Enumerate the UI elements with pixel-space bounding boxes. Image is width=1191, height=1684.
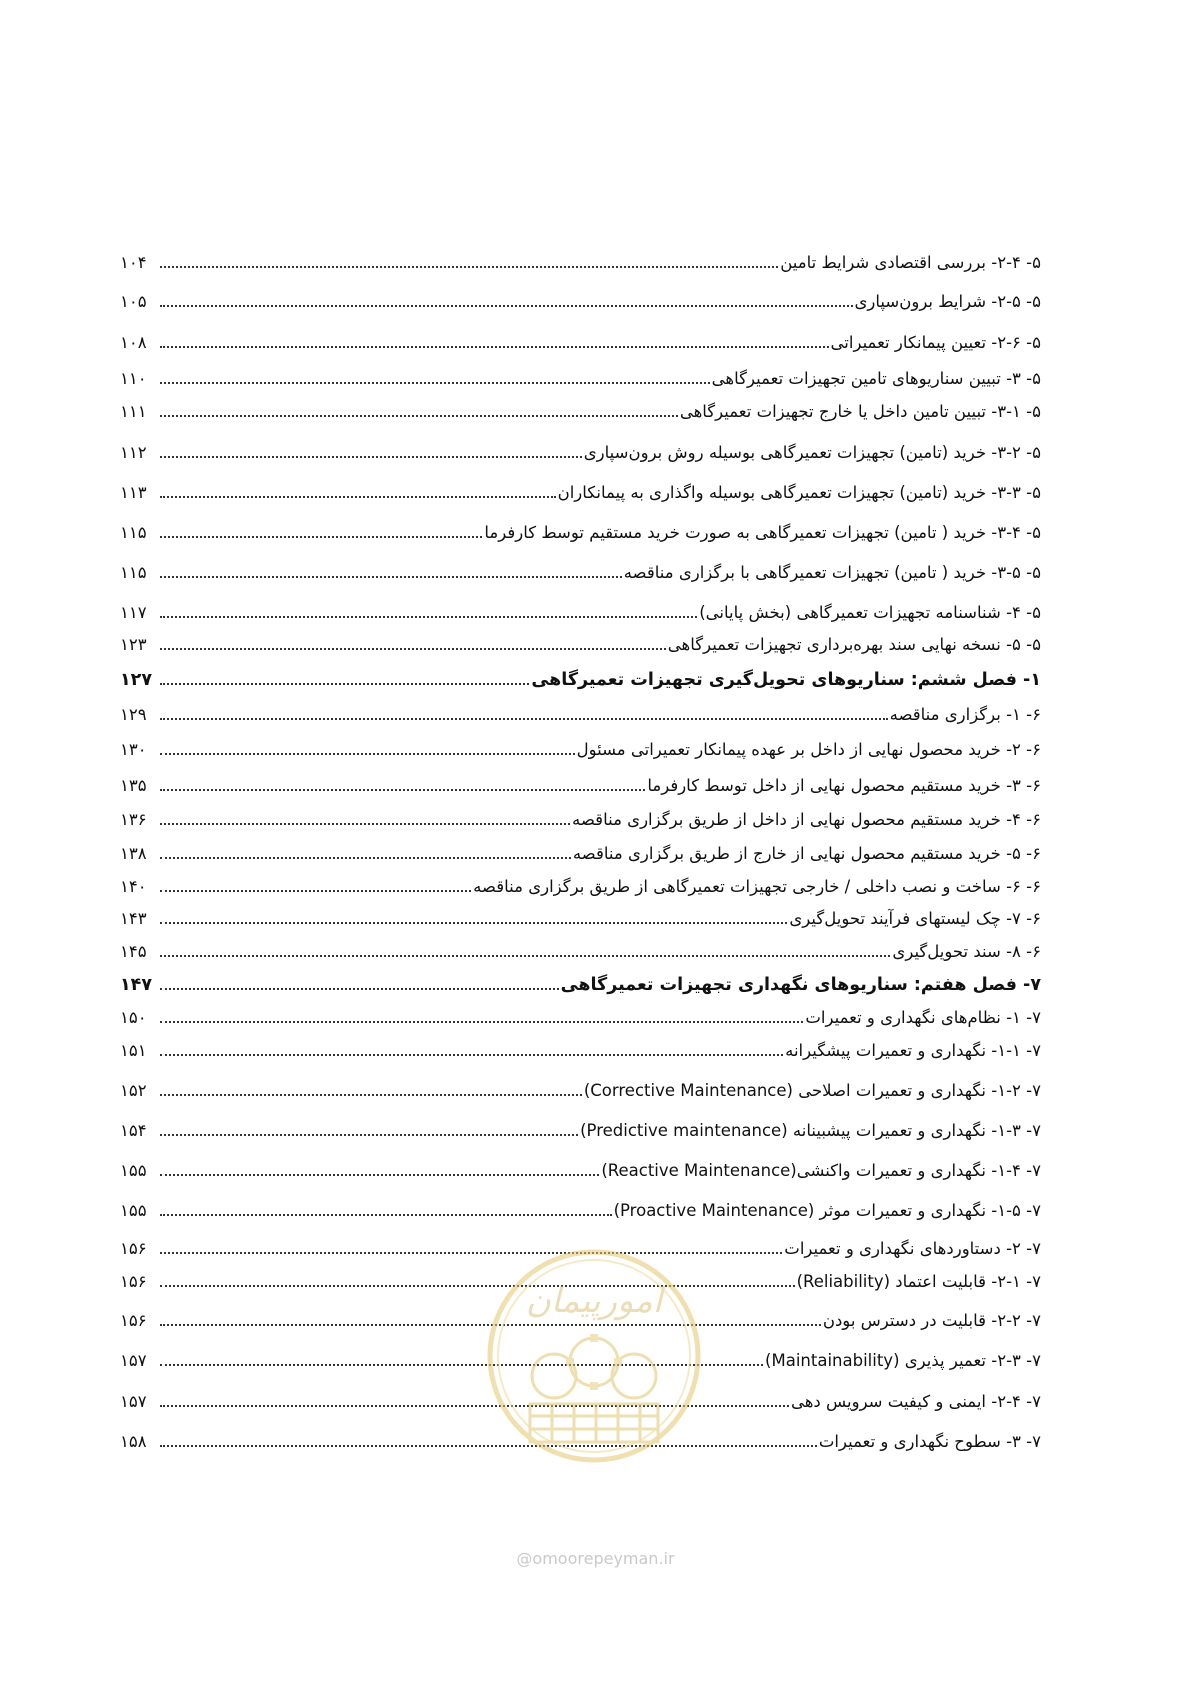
- toc-entry[interactable]: [120, 1148, 1041, 1182]
- toc-entry-title: ۵- ۲-۶- تعیین پیمانکار تعمیراتی: [830, 333, 1041, 352]
- toc-entry-page: ۱۵۱: [120, 1041, 147, 1060]
- dot-leader: [160, 988, 559, 990]
- toc-entry[interactable]: [120, 470, 1041, 504]
- toc-entry[interactable]: [120, 831, 1041, 865]
- dot-leader: [160, 683, 529, 685]
- toc-entry-page: ۱۴۵: [120, 942, 147, 961]
- dot-leader: [160, 305, 853, 307]
- toc-entry[interactable]: [120, 864, 1041, 898]
- toc-entry[interactable]: [120, 320, 1041, 354]
- dot-leader: [160, 890, 471, 892]
- toc-entry-page: ۱۵۶: [120, 1239, 147, 1258]
- toc-entry-title: ۶- ۲- خرید محصول نهایی از داخل بر عهده پیمانکار تعمیراتی مسئول: [576, 740, 1041, 759]
- toc-entry-title: ۶- ۱- برگزاری مناقصه: [889, 705, 1041, 724]
- toc-entry[interactable]: [120, 727, 1041, 761]
- dot-leader: [160, 346, 829, 348]
- toc-entry-page: ۱۵۶: [120, 1272, 147, 1291]
- toc-entry-page: ۱۲۳: [120, 635, 147, 654]
- dot-leader: [160, 415, 678, 417]
- toc-entry-page: ۱۳۸: [120, 844, 147, 863]
- toc-entry-page: ۱۵۵: [120, 1161, 147, 1180]
- toc-entry-title: ۵- ۳-۱- تبیین تامین داخل یا خارج تجهیزات تعمیرگاهی: [679, 402, 1041, 421]
- toc-entry[interactable]: [120, 896, 1041, 930]
- dot-leader: [160, 753, 575, 755]
- dot-leader: [160, 616, 697, 618]
- toc-entry-page: ۱۱۵: [120, 523, 147, 542]
- dot-leader: [160, 1134, 578, 1136]
- toc-entry[interactable]: [120, 1068, 1041, 1102]
- dot-leader: [160, 955, 890, 957]
- toc-entry[interactable]: [120, 622, 1041, 656]
- dot-leader: [160, 648, 666, 650]
- toc-entry-page: ۱۳۵: [120, 776, 147, 795]
- toc-entry-page: ۱۰۸: [120, 333, 147, 352]
- toc-entry[interactable]: [120, 995, 1041, 1029]
- dot-leader: [160, 382, 710, 384]
- toc-entry-title: ۵- ۴- شناسنامه تجهیزات تعمیرگاهی (بخش پایانی): [699, 603, 1041, 622]
- toc-entry[interactable]: [120, 550, 1041, 584]
- toc-entry[interactable]: [120, 929, 1041, 963]
- toc-entry-title: ۷- ۲-۲- قابلیت در دسترس بودن: [822, 1311, 1041, 1330]
- toc-entry-title: ۷- ۲- دستاوردهای نگهداری و تعمیرات: [784, 1239, 1041, 1258]
- dot-leader: [160, 718, 888, 720]
- watermark-logo: [482, 1244, 706, 1468]
- dot-leader: [160, 1094, 582, 1096]
- toc-entry-title: ۵- ۲-۵- شرایط برون‌سپاری: [854, 292, 1041, 311]
- toc-chapter-entry[interactable]: [120, 657, 1041, 691]
- toc-entry-title: ۶- ۳- خرید مستقیم محصول نهایی از داخل توسط کارفرما: [647, 776, 1041, 795]
- toc-entry-title: ۷- ۲-۴- ایمنی و کیفیت سرویس دهی: [790, 1392, 1041, 1411]
- toc-entry[interactable]: [120, 692, 1041, 726]
- toc-entry-page: ۱۱۵: [120, 563, 147, 582]
- toc-entry[interactable]: [120, 279, 1041, 313]
- toc-entry-page: ۱۴۷: [120, 975, 153, 995]
- toc-entry-page: ۱۵۷: [120, 1351, 147, 1370]
- toc-entry[interactable]: [120, 356, 1041, 390]
- toc-entry-page: ۱۴۰: [120, 877, 147, 896]
- toc-entry-page: ۱۰۵: [120, 292, 147, 311]
- toc-entry-page: ۱۵۰: [120, 1008, 147, 1027]
- toc-entry-title: ۷- ۱- نظام‌های نگهداری و تعمیرات: [805, 1008, 1041, 1027]
- svg-text:امورپیمان: امورپیمان: [525, 1281, 663, 1321]
- toc-entry[interactable]: [120, 763, 1041, 797]
- toc-entry-title: ۶- ۴- خرید مستقیم محصول نهایی از داخل از طریق برگزاری مناقصه: [572, 810, 1041, 829]
- toc-entry[interactable]: [120, 240, 1041, 274]
- dot-leader: [160, 1054, 783, 1056]
- toc-entry-title: ۷- ۳- سطوح نگهداری و تعمیرات: [818, 1432, 1041, 1451]
- toc-entry-title: ۷- ۲-۱- قابلیت اعتماد (Reliability): [796, 1272, 1041, 1291]
- toc-entry-page: ۱۵۲: [120, 1081, 147, 1100]
- toc-entry-page: ۱۱۷: [120, 603, 147, 622]
- toc-entry[interactable]: [120, 1028, 1041, 1062]
- toc-chapter-entry[interactable]: [120, 962, 1041, 996]
- dot-leader: [160, 576, 622, 578]
- toc-entry[interactable]: [120, 1108, 1041, 1142]
- toc-entry-page: ۱۵۷: [120, 1392, 147, 1411]
- toc-entry-page: ۱۱۳: [120, 483, 147, 502]
- toc-entry-page: ۱۴۳: [120, 909, 147, 928]
- toc-entry-title: ۵- ۳-۴- خرید ( تامین) تجهیزات تعمیرگاهی به صورت خرید مستقیم توسط کارفرما: [484, 523, 1041, 542]
- toc-entry-title: ۵- ۳-۲- خرید (تامین) تجهیزات تعمیرگاهی بوسیله روش برون‌سپاری: [583, 443, 1041, 462]
- toc-entry-page: ۱۰۴: [120, 253, 147, 272]
- toc-entry[interactable]: [120, 389, 1041, 423]
- toc-entry[interactable]: [120, 510, 1041, 544]
- dot-leader: [160, 266, 778, 268]
- dot-leader: [160, 857, 571, 859]
- toc-entry-title: ۷- ۱-۴- نگهداری و تعمیرات واکنشی(Reactive Maintenance): [601, 1161, 1041, 1180]
- toc-entry-title: ۷- ۱-۲- نگهداری و تعمیرات اصلاحی (Corrective Maintenance): [583, 1081, 1041, 1100]
- toc-entry[interactable]: [120, 430, 1041, 464]
- dot-leader: [160, 789, 645, 791]
- dot-leader: [160, 823, 570, 825]
- toc-entry-page: ۱۲۹: [120, 705, 147, 724]
- toc-entry-title: ۷- ۱-۱- نگهداری و تعمیرات پیشگیرانه: [785, 1041, 1041, 1060]
- toc-entry-title: ۵- ۵- نسخه نهایی سند بهره‌برداری تجهیزات تعمیرگاهی: [667, 635, 1041, 654]
- toc-entry-page: ۱۵۸: [120, 1432, 147, 1451]
- toc-entry[interactable]: [120, 797, 1041, 831]
- toc-entry-title: ۶- ۸- سند تحویل‌گیری: [892, 942, 1041, 961]
- toc-entry[interactable]: [120, 590, 1041, 624]
- toc-entry-page: ۱۱۱: [120, 402, 147, 421]
- dot-leader: [160, 536, 482, 538]
- dot-leader: [160, 922, 787, 924]
- watermark-website: @omoorepeyman.ir: [516, 1549, 675, 1568]
- toc-entry-title: ۵- ۲-۴- بررسی اقتصادی شرایط تامین: [780, 253, 1041, 272]
- toc-entry-page: ۱۳۰: [120, 740, 147, 759]
- toc-entry-page: ۱۲۷: [120, 670, 153, 690]
- toc-entry-page: ۱۵۶: [120, 1311, 147, 1330]
- toc-entry-title: ۵- ۳-۵- خرید ( تامین) تجهیزات تعمیرگاهی با برگزاری مناقصه: [623, 563, 1041, 582]
- dot-leader: [160, 1214, 612, 1216]
- dot-leader: [160, 456, 582, 458]
- toc-entry-page: ۱۳۶: [120, 810, 147, 829]
- toc-entry-page: ۱۱۲: [120, 443, 147, 462]
- toc-entry-page: ۱۵۵: [120, 1201, 147, 1220]
- toc-entry-title: ۶- ۷- چک لیستهای فرآیند تحویل‌گیری: [789, 909, 1041, 928]
- toc-entry-page: ۱۱۰: [120, 369, 147, 388]
- toc-entry-title: ۵- ۳- تبیین سناریوهای تامین تجهیزات تعمیرگاهی: [711, 369, 1041, 388]
- toc-entry-title: ۶- ۶- ساخت و نصب داخلی / خارجی تجهیزات تعمیرگاهی از طریق برگزاری مناقصه: [473, 877, 1041, 896]
- dot-leader: [160, 496, 556, 498]
- dot-leader: [160, 1021, 803, 1023]
- toc-entry-title: ۷- فصل هفتم: سناریوهای نگهداری تجهیزات تعمیرگاهی: [560, 975, 1041, 995]
- toc-entry-page: ۱۵۴: [120, 1121, 147, 1140]
- toc-entry[interactable]: [120, 1188, 1041, 1222]
- toc-entry-title: ۷- ۱-۵- نگهداری و تعمیرات موثر (Proactive Maintenance): [613, 1201, 1041, 1220]
- toc-entry-title: ۷- ۲-۳- تعمیر پذیری (Maintainability): [765, 1351, 1041, 1370]
- toc-entry-title: ۶- ۵- خرید مستقیم محصول نهایی از خارج از طریق برگزاری مناقصه: [572, 844, 1041, 863]
- toc-entry-title: ۵- ۳-۳- خرید (تامین) تجهیزات تعمیرگاهی بوسیله واگذاری به پیمانکاران: [557, 483, 1041, 502]
- toc-entry-title: ۱- فصل ششم: سناریوهای تحویل‌گیری تجهیزات تعمیرگاهی: [531, 670, 1041, 690]
- dot-leader: [160, 1174, 599, 1176]
- toc-entry-title: ۷- ۱-۳- نگهداری و تعمیرات پیشبینانه (Predictive maintenance): [580, 1121, 1041, 1140]
